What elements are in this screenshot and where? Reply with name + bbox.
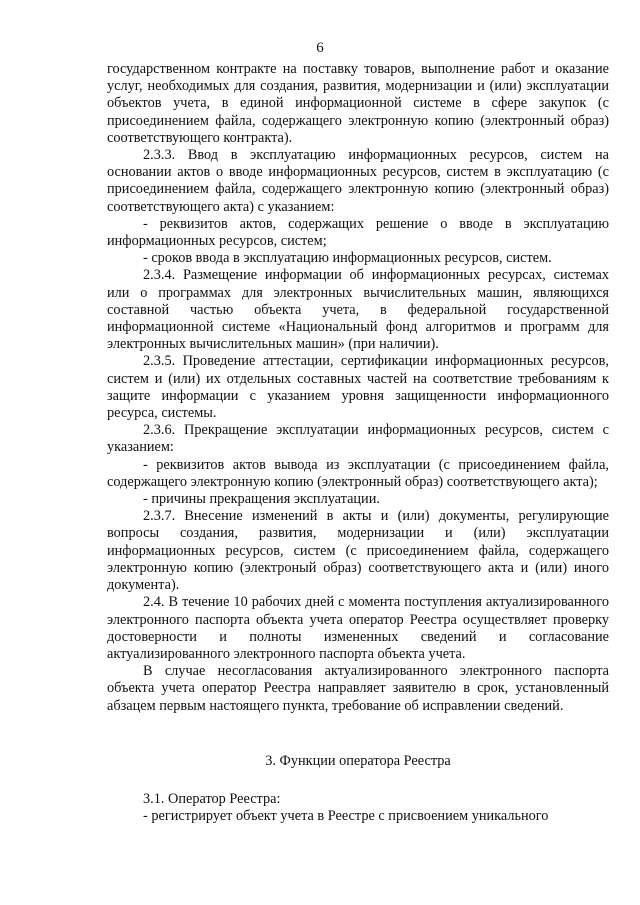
list-item: - причины прекращения эксплуатации. [143,491,380,508]
list-item: - регистрирует объект учета в Реестре с присвоением уникального [143,808,549,825]
page-number: 6 [316,40,324,56]
paragraph: В случае несогласования актуализированного электронного паспорта объекта учета оператор Реестра направляет заявителю в срок, установленный абзацем первым настоящего пункта, требование об исправлении сведений. [107,663,609,714]
paragraph: 2.3.6. Прекращение эксплуатации информационных ресурсов, систем с указанием: [107,422,609,456]
list-item: - сроков ввода в эксплуатацию информационных ресурсов, систем. [143,250,552,267]
paragraph: 2.3.7. Внесение изменений в акты и (или) документы, регулирующие вопросы создания, развития, модернизации и (или) эксплуатации информационных ресурсов, систем (с присоединением файла, содержащего электронную копию (электроный образ) соответствующего акта и (или) иного документа). [107,508,609,594]
paragraph: 2.3.3. Ввод в эксплуатацию информационных ресурсов, систем на основании актов о вводе информационных ресурсов, систем в эксплуатацию (с присоединением файла, содержащего электронную копию (электронный образ) соответствующего акта) с указанием: [107,147,609,215]
body-text [107,61,609,715]
paragraph: 2.4. В течение 10 рабочих дней с момента поступления актуализированного электронного паспорта объекта учета оператор Реестра осуществляет проверку достоверности и полноты измененных сведений и согласование актуализированного электронного паспорта объекта учета. [107,594,609,662]
paragraph: 2.3.4. Размещение информации об информационных ресурсах, системах или о программах для электронных вычислительных машин, являющихся составной частью объекта учета, в федеральной государственной информационной системе «Национальный фонд алгоритмов и программ для электронных вычислительных машин» (при наличии). [107,267,609,353]
paragraph: 3.1. Оператор Реестра: [143,791,281,807]
paragraph: 2.3.5. Проведение аттестации, сертификации информационных ресурсов, систем и (или) их отдельных составных частей на соответствие требованиям к защите информации с указанием уровня защищенности информационного ресурса, системы. [107,353,609,422]
list-item: - реквизитов актов вывода из эксплуатации (с присоединением файла, содержащего электронную копию (электронный образ) соответствующего акта); [107,456,609,490]
list-item: - реквизитов актов, содержащих решение о вводе в эксплуатацию информационных ресурсов, систем; [107,215,609,250]
section-heading: 3. Функции оператора Реестра [265,753,451,769]
paragraph: государственном контракте на поставку товаров, выполнение работ и оказание услуг, необходимых для создания, развития, модернизации и (или) эксплуатации объектов учета, в единой информационной системе в сфере закупок (с присоединением файла, содержащего электронную копию (электронный образ) соответствующего контракта). [107,61,609,146]
section-body [107,791,609,825]
